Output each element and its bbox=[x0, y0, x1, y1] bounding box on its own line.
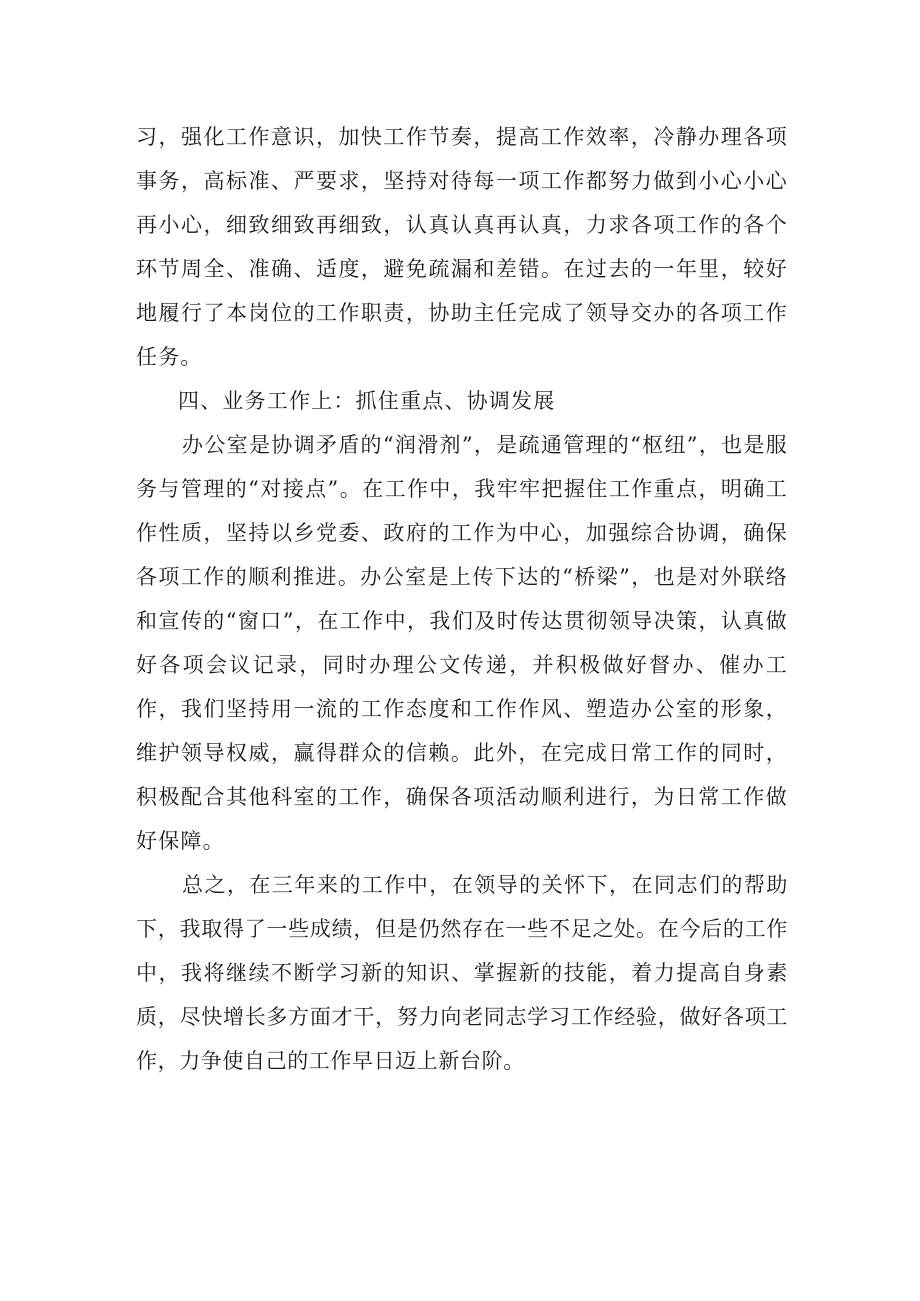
paragraph-continued: 习，强化工作意识，加快工作节奏，提高工作效率，冷静办理各项事务，高标准、严要求，坚持对待每一项工作都努力做到小心小心再小心，细致细致再细致，认真认真再认真，力求各项工作的各个环节周全、准确、适度，避免疏漏和差错。在过去的一年里，较好地履行了本岗位的工作职责，协助主任完成了领导交办的各项工作任务。 bbox=[136, 125, 788, 369]
document-body bbox=[136, 115, 788, 1083]
paragraph-summary: 总之，在三年来的工作中，在领导的关怀下，在同志们的帮助下，我取得了一些成绩，但是仍然存在一些不足之处。在今后的工作中，我将继续不断学习新的知识、掌握新的技能，着力提高自身素质，尽快增长多方面才干，努力向老同志学习工作经验，做好各项工作，力争使自己的工作早日迈上新台阶。 bbox=[136, 873, 788, 1073]
paragraph-office-coordination: 办公室是协调矛盾的“润滑剂”，是疏通管理的“枢纽”，也是服务与管理的“对接点”。在工作中，我牢牢把握住工作重点，明确工作性质，坚持以乡党委、政府的工作为中心，加强综合协调，确保各项工作的顺利推进。办公室是上传下达的“桥梁”，也是对外联络和宣传的“窗口”，在工作中，我们及时传达贯彻领导决策，认真做好各项会议记录，同时办理公文传递，并积极做好督办、催办工作，我们坚持用一流的工作态度和工作作风、塑造办公室的形象，维护领导权威，赢得群众的信赖。此外，在完成日常工作的同时，积极配合其他科室的工作，确保各项活动顺利进行，为日常工作做好保障。 bbox=[136, 433, 788, 853]
section-heading-four: 四、业务工作上：抓住重点、协调发展 bbox=[178, 389, 556, 413]
